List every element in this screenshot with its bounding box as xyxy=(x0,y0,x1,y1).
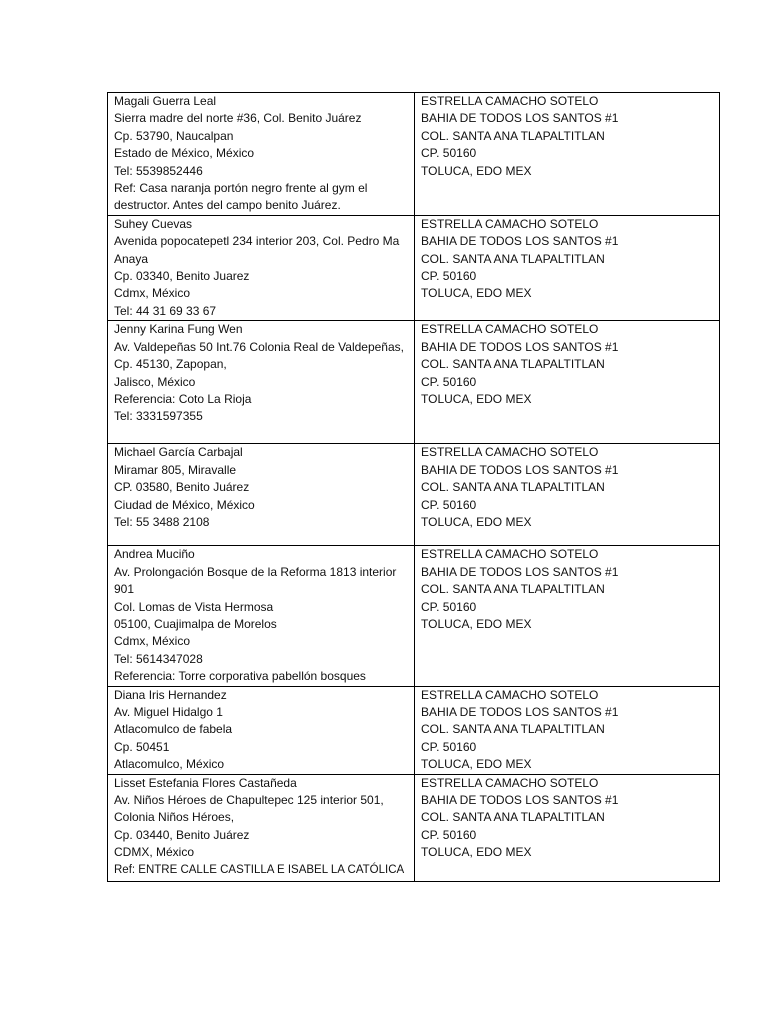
sender-cell xyxy=(415,686,720,774)
recipient-cell xyxy=(108,93,415,216)
recipient-name: Suhey Cuevas xyxy=(114,216,193,231)
recipient-cell xyxy=(108,686,415,774)
recipient-address-line: Cp. 53790, Naucalpan xyxy=(114,128,234,143)
sender-name: ESTRELLA CAMACHO SOTELO xyxy=(421,216,599,231)
sender-cell xyxy=(415,444,720,546)
sender-address-line: COL. SANTA ANA TLAPALTITLAN xyxy=(421,722,605,737)
recipient-name: Michael García Carbajal xyxy=(114,445,243,460)
sender-cell xyxy=(415,215,720,320)
recipient-address-line: Sierra madre del norte #36, Col. Benito Juárez xyxy=(114,111,362,126)
recipient-cell xyxy=(108,321,415,444)
sender-postal-code: CP. 50160 xyxy=(421,739,477,754)
sender-address-line: COL. SANTA ANA TLAPALTITLAN xyxy=(421,480,605,495)
recipient-address-line: Av. Miguel Hidalgo 1 xyxy=(114,704,223,719)
sender-name: ESTRELLA CAMACHO SOTELO xyxy=(421,547,599,562)
recipient-address-line: Cp. 45130, Zapopan, xyxy=(114,357,227,372)
sender-city: TOLUCA, EDO MEX xyxy=(421,757,532,772)
sender-city: TOLUCA, EDO MEX xyxy=(421,616,532,631)
recipient-address-line: Av. Prolongación Bosque de la Reforma 1813 interior 901 xyxy=(114,564,397,597)
sender-postal-code: CP. 50160 xyxy=(421,599,477,614)
recipient-name: Lisset Estefania Flores Castañeda xyxy=(114,775,297,790)
sender-postal-code: CP. 50160 xyxy=(421,497,477,512)
sender-city: TOLUCA, EDO MEX xyxy=(421,286,532,301)
recipient-address-line: Cdmx, México xyxy=(114,286,191,301)
recipient-phone: Tel: 55 3488 2108 xyxy=(114,514,210,529)
table-row xyxy=(108,444,720,546)
recipient-address-line: CP. 03580, Benito Juárez xyxy=(114,480,250,495)
recipient-address-line: Cp. 03440, Benito Juárez xyxy=(114,827,250,842)
sender-city: TOLUCA, EDO MEX xyxy=(421,845,532,860)
recipient-address-line: Atlacomulco de fabela xyxy=(114,722,233,737)
recipient-cell xyxy=(108,215,415,320)
table-row xyxy=(108,774,720,881)
recipient-cell xyxy=(108,546,415,686)
recipient-address-line: Avenida popocatepetl 234 interior 203, Col. Pedro Ma Anaya xyxy=(114,234,400,266)
sender-address-line: COL. SANTA ANA TLAPALTITLAN xyxy=(421,128,605,143)
recipient-phone: Tel: 44 31 69 33 67 xyxy=(114,303,217,318)
sender-city: TOLUCA, EDO MEX xyxy=(421,391,532,406)
recipient-reference: Ref: ENTRE CALLE CASTILLA E ISABEL LA CATÓLICA xyxy=(114,863,405,876)
recipient-cell xyxy=(108,774,415,881)
recipient-address-line: Ciudad de México, México xyxy=(114,497,255,512)
sender-postal-code: CP. 50160 xyxy=(421,374,477,389)
recipient-name: Magali Guerra Leal xyxy=(114,94,217,108)
sender-name: ESTRELLA CAMACHO SOTELO xyxy=(421,445,599,460)
recipient-address-line: Miramar 805, Miravalle xyxy=(114,462,237,477)
sender-name: ESTRELLA CAMACHO SOTELO xyxy=(421,687,599,702)
recipient-address-line: Estado de México, México xyxy=(114,146,255,161)
sender-address-line: COL. SANTA ANA TLAPALTITLAN xyxy=(421,251,605,266)
recipient-cell xyxy=(108,444,415,546)
recipient-name: Andrea Muciño xyxy=(114,547,195,562)
sender-address-line: BAHIA DE TODOS LOS SANTOS #1 xyxy=(421,339,619,354)
table-row xyxy=(108,93,720,216)
recipient-address-line: Cdmx, México xyxy=(114,634,191,649)
sender-address-line: BAHIA DE TODOS LOS SANTOS #1 xyxy=(421,462,619,477)
recipient-phone: Tel: 5539852446 xyxy=(114,163,203,178)
sender-address-line: BAHIA DE TODOS LOS SANTOS #1 xyxy=(421,111,619,126)
sender-cell xyxy=(415,546,720,686)
table-row xyxy=(108,546,720,686)
sender-city: TOLUCA, EDO MEX xyxy=(421,514,532,529)
sender-address-line: BAHIA DE TODOS LOS SANTOS #1 xyxy=(421,704,619,719)
sender-postal-code: CP. 50160 xyxy=(421,827,477,842)
recipient-address-line: Av. Niños Héroes de Chapultepec 125 interior 501, Colonia Niños Héroes, xyxy=(114,792,384,825)
recipient-phone: Tel: 3331597355 xyxy=(114,409,203,424)
sender-name: ESTRELLA CAMACHO SOTELO xyxy=(421,775,599,790)
recipient-address-line: CDMX, México xyxy=(114,845,195,860)
sender-postal-code: CP. 50160 xyxy=(421,269,477,284)
sender-postal-code: CP. 50160 xyxy=(421,146,477,161)
recipient-name: Diana Iris Hernandez xyxy=(114,687,227,702)
recipient-name: Jenny Karina Fung Wen xyxy=(114,322,243,337)
recipient-address-line: Cp. 03340, Benito Juarez xyxy=(114,269,250,284)
recipient-address-line: Jalisco, México xyxy=(114,374,196,389)
recipient-reference: Referencia: Torre corporativa pabellón bosques xyxy=(114,669,366,684)
recipient-phone: Tel: 5614347028 xyxy=(114,651,203,666)
recipient-address-line: 05100, Cuajimalpa de Morelos xyxy=(114,616,277,631)
sender-cell xyxy=(415,774,720,881)
sender-address-line: BAHIA DE TODOS LOS SANTOS #1 xyxy=(421,564,619,579)
table-row xyxy=(108,215,720,320)
table-row xyxy=(108,686,720,774)
sender-cell xyxy=(415,93,720,216)
recipient-address-line: Atlacomulco, México xyxy=(114,757,225,772)
sender-address-line: COL. SANTA ANA TLAPALTITLAN xyxy=(421,357,605,372)
sender-address-line: COL. SANTA ANA TLAPALTITLAN xyxy=(421,582,605,597)
table-row xyxy=(108,321,720,444)
recipient-reference: Referencia: Coto La Rioja xyxy=(114,391,252,406)
recipient-reference: Ref: Casa naranja portón negro frente al gym el destructor. Antes del campo benito Juárez. xyxy=(114,181,368,213)
sender-name: ESTRELLA CAMACHO SOTELO xyxy=(421,94,599,108)
recipient-address-line: Col. Lomas de Vista Hermosa xyxy=(114,599,274,614)
sender-city: TOLUCA, EDO MEX xyxy=(421,163,532,178)
sender-address-line: BAHIA DE TODOS LOS SANTOS #1 xyxy=(421,792,619,807)
recipient-address-line: Av. Valdepeñas 50 Int.76 Colonia Real de Valdepeñas, xyxy=(114,339,404,354)
sender-address-line: BAHIA DE TODOS LOS SANTOS #1 xyxy=(421,234,619,249)
recipient-postal-code: Cp. 50451 xyxy=(114,739,170,754)
address-table xyxy=(107,92,720,882)
sender-address-line: COL. SANTA ANA TLAPALTITLAN xyxy=(421,810,605,825)
sender-name: ESTRELLA CAMACHO SOTELO xyxy=(421,322,599,337)
sender-cell xyxy=(415,321,720,444)
